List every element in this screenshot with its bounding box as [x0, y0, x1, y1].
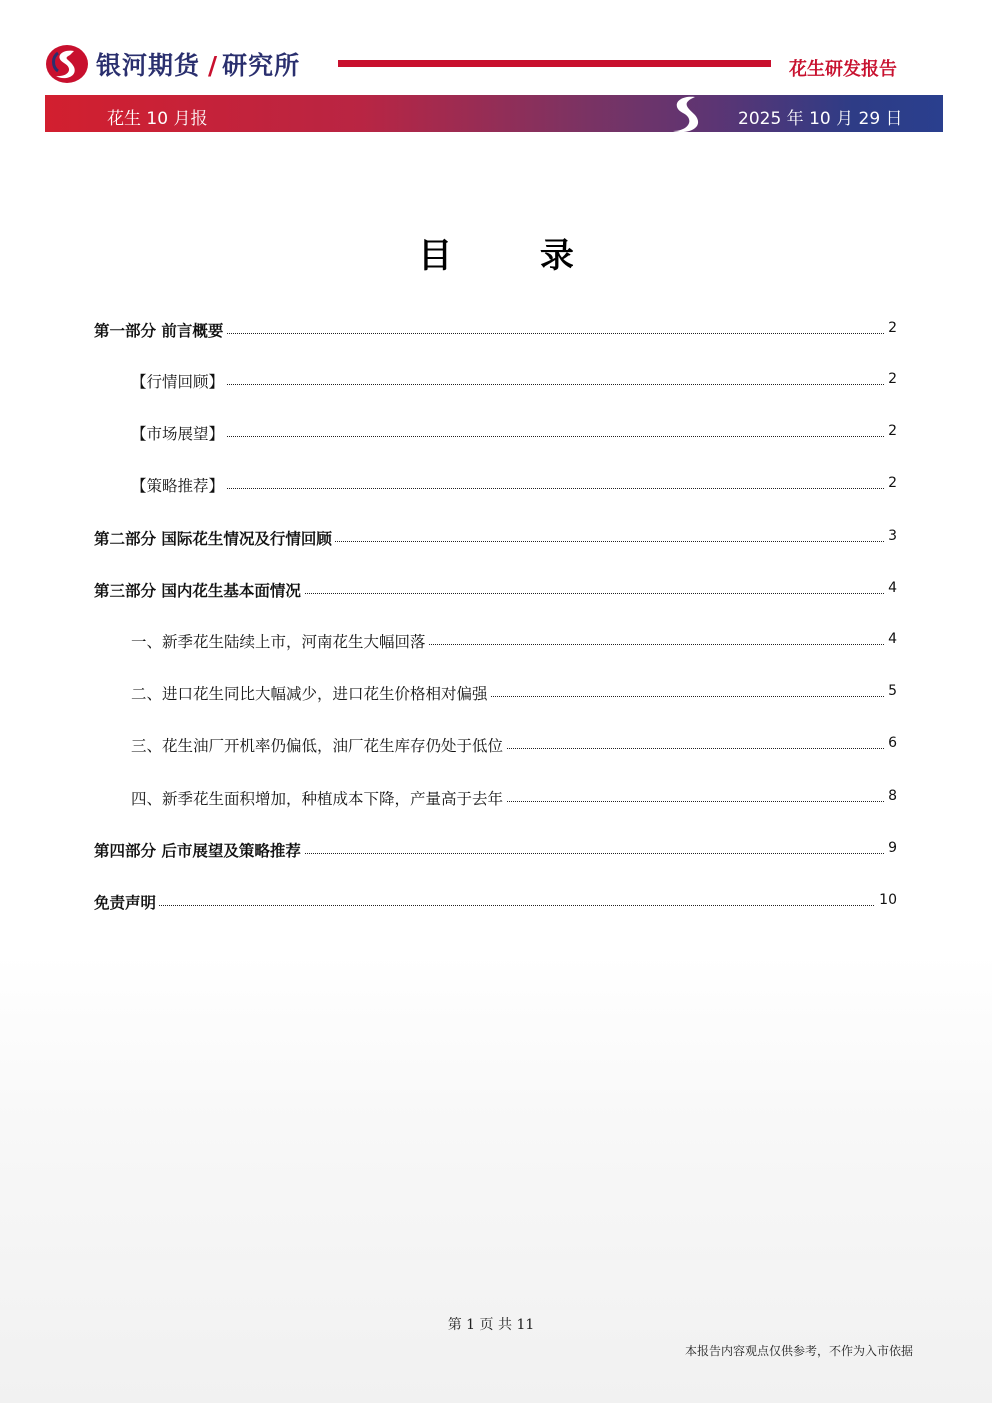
swoosh-icon	[665, 93, 707, 135]
banner-date: 2025 年 10 月 29 日	[738, 109, 903, 129]
toc-entry-label: 【市场展望】	[131, 422, 227, 444]
brand-slash: /	[208, 51, 219, 80]
toc-leader	[131, 384, 884, 385]
toc-entry[interactable]	[0, 474, 992, 496]
toc-entry-label: 三、花生油厂开机率仍偏低，油厂花生库存仍处于低位	[131, 734, 506, 756]
toc-entry-page: 2	[888, 371, 897, 387]
toc-entry[interactable]	[0, 579, 992, 601]
toc-entry-label: 第三部分 国内花生基本面情况	[94, 579, 304, 601]
toc-entry[interactable]	[0, 422, 992, 444]
toc-entry-page: 3	[888, 528, 897, 544]
toc-entry-page: 8	[888, 788, 897, 804]
toc-entry[interactable]	[0, 370, 992, 392]
toc-entry[interactable]	[0, 630, 992, 652]
brand-division: 研究所	[222, 51, 301, 80]
toc-entry-page: 4	[888, 580, 897, 596]
brand-name	[96, 46, 300, 82]
toc-entry-label: 一、新季花生陆续上市，河南花生大幅回落	[131, 630, 429, 652]
toc-entry[interactable]	[0, 319, 992, 341]
toc-entry-label: 第二部分 国际花生情况及行情回顾	[94, 527, 335, 549]
toc-entry[interactable]	[0, 839, 992, 861]
toc-entry-page: 9	[888, 840, 897, 856]
toc-entry-page: 10	[879, 892, 897, 908]
toc-leader	[94, 905, 874, 906]
page-indicator: 第 1 页 共 11	[447, 1317, 535, 1333]
toc-entry[interactable]	[0, 682, 992, 704]
toc-entry-page: 2	[888, 320, 897, 336]
toc-entry-label: 免责声明	[94, 891, 159, 913]
toc-entry-page: 2	[888, 423, 897, 439]
toc-entry-page: 6	[888, 735, 897, 751]
toc-title: 目 录	[418, 236, 612, 276]
toc-entry-label: 【策略推荐】	[131, 474, 227, 496]
toc-entry-page: 5	[888, 683, 897, 699]
toc-leader	[131, 488, 884, 489]
galaxy-logo-icon	[44, 43, 90, 85]
toc-entry-label: 四、新季花生面积增加，种植成本下降，产量高于去年	[131, 787, 506, 809]
header-banner	[45, 95, 943, 132]
toc-entry[interactable]	[0, 787, 992, 809]
banner-report-title: 花生 10 月报	[107, 109, 208, 129]
report-type: 花生研发报告	[789, 59, 897, 80]
toc-entry-page: 2	[888, 475, 897, 491]
header-red-rule	[338, 60, 771, 67]
toc-entry-label: 二、进口花生同比大幅减少，进口花生价格相对偏强	[131, 682, 491, 704]
toc-leader	[131, 436, 884, 437]
brand-company: 银河期货	[96, 51, 201, 80]
toc-entry-label: 【行情回顾】	[131, 370, 227, 392]
toc-entry[interactable]	[0, 891, 992, 913]
toc-entry-page: 4	[888, 631, 897, 647]
toc-entry[interactable]	[0, 527, 992, 549]
toc-entry-label: 第四部分 后市展望及策略推荐	[94, 839, 304, 861]
footer-disclaimer: 本报告内容观点仅供参考，不作为入市依据	[685, 1344, 914, 1358]
toc-entry[interactable]	[0, 734, 992, 756]
toc-entry-label: 第一部分 前言概要	[94, 319, 226, 341]
